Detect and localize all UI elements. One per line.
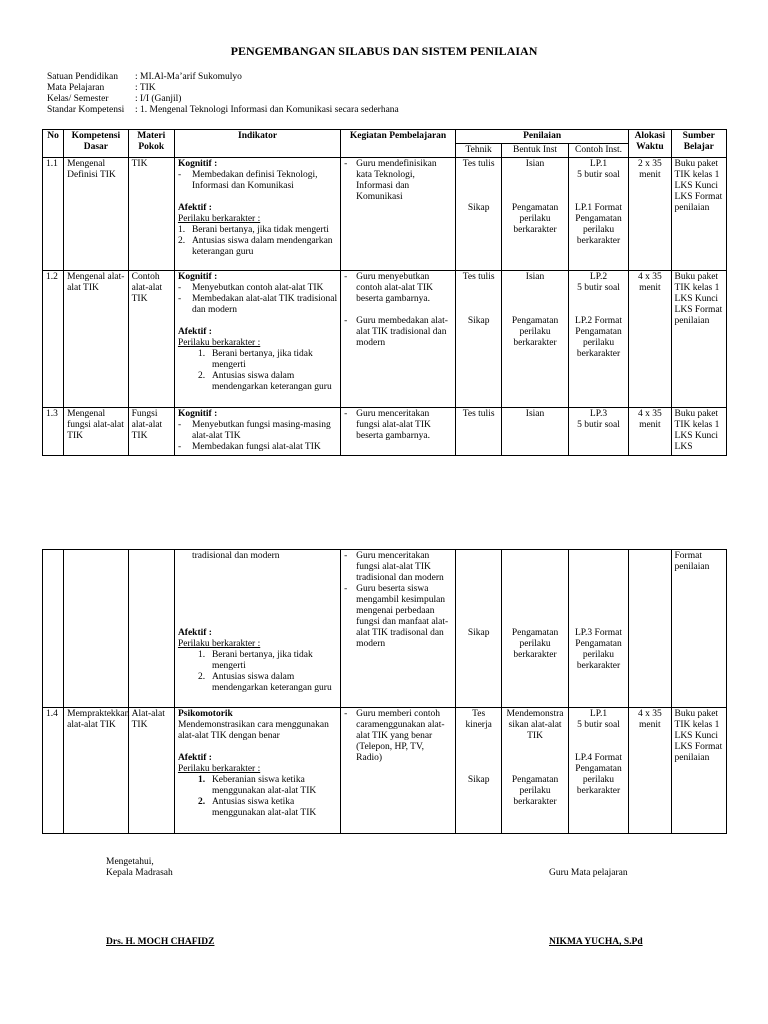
table-row [43,408,727,456]
cell-kd [64,550,128,708]
header-kegiatan: Kegiatan Pembelajaran [341,130,456,158]
cell-indikator [174,550,340,708]
cell-kegiatan [341,708,456,834]
psikomotorik-label: Psikomotorik [177,709,233,719]
kegiatan-list [344,709,452,764]
cell-sumber: Buku paket TIK kelas 1 LKS Kunci LKS Format penilaian [671,158,726,271]
table-row [43,550,727,708]
kepala-madrasah-name: Drs. H. MOCH CHAFIDZ [106,937,215,947]
cell-kegiatan [341,550,456,708]
afektif-label: Afektif : [177,203,212,213]
cell-teknik: Sikap [455,550,501,708]
meta-row-satuan [47,72,399,83]
cell-kegiatan [341,271,456,408]
list-item: - Menyebutkan fungsi masing-masing alat-alat TIK [178,420,337,442]
perilaku-label: Perilaku berkarakter : [177,764,261,774]
kognitif-label: Kognitif : [177,409,218,419]
list-item: - Guru membedakan alat-alat TIK tradisional dan modern [344,316,452,349]
kegiatan-list [344,551,452,650]
indikator-list [178,283,337,316]
cell-teknik: Tes kinerja Sikap [455,708,501,834]
cell-sumber: Buku paket TIK kelas 1 LKS Kunci LKS Format penilaian [671,708,726,834]
cell-materi: TIK [128,158,174,271]
table-header-row [43,130,727,144]
afektif-list [178,349,337,393]
header-no: No [43,130,64,158]
kegiatan-list [344,159,452,203]
cell-bentuk: Isian [502,408,568,456]
meta-value: : 1. Mengenal Teknologi Informasi dan Komunikasi secara sederhana [135,105,399,115]
cell-contoh: LP.3 Format Pengamatan perilaku berkarakter [568,550,628,708]
afektif-label: Afektif : [177,628,212,638]
cell-materi [128,550,174,708]
list-item: 1. Berani bertanya, jika tidak mengerti [197,650,313,671]
meta-value: : TIK [135,83,156,93]
cell-teknik: Tes tulis [455,408,501,456]
list-item: 1. Berani bertanya, jika tidak mengerti [197,349,313,370]
list-item: - Guru mendefinisikan kata Teknologi, Informasi dan Komunikasi [344,159,452,203]
cell-sumber: Buku paket TIK kelas 1 LKS Kunci LKS [671,408,726,456]
signature-right: Guru Mata pelajaran [549,868,628,878]
document-meta [47,72,399,116]
list-item: 2. Antusias siswa dalam mendengarkan keterangan guru [197,371,332,392]
cell-contoh: LP.3 5 butir soal [568,408,628,456]
psikomotorik-text: Mendemonstrasikan cara menggunakan alat-alat TIK dengan benar [177,720,329,741]
kognitif-label: Kognitif : [177,272,218,282]
syllabus-table-continued [42,549,727,834]
list-item: - Menyebutkan contoh alat-alat TIK [178,283,337,294]
kognitif-label: Kognitif : [177,159,218,169]
cell-no: 1.1 [43,158,64,271]
meta-value: : MI.Al-Ma’arif Sukomulyo [135,72,242,82]
perilaku-label: Perilaku berkarakter : [177,639,261,649]
header-alokasi: Alokasi Waktu [629,130,671,158]
cell-kegiatan [341,408,456,456]
guru-name: NIKMA YUCHA, S.Pd [549,937,643,947]
table-row [43,271,727,408]
list-item: - Guru beserta siswa mengambil kesimpulan mengenai perbedaan fungsi dan manfaat alat-alat TIK tradisonal dan modern [344,584,452,650]
meta-label: Standar Kompetensi [47,105,125,115]
indikator-list [178,170,337,192]
cell-kd: Mengenal Definisi TIK [64,158,128,271]
meta-value: : I/I (Ganjil) [135,94,182,104]
header-contoh: Contoh Inst. [568,144,628,158]
cell-bentuk: Pengamatan perilaku berkarakter [502,550,568,708]
cell-materi: Fungsi alat-alat TIK [128,408,174,456]
cell-bentuk: Isian Pengamatan perilaku berkarakter [502,271,568,408]
cell-no: 1.2 [43,271,64,408]
kegiatan-list [344,272,452,349]
cell-kegiatan [341,158,456,271]
afektif-list [178,225,337,258]
list-item: 2. Antusias siswa ketika menggunakan alat-alat TIK [197,797,317,818]
cell-bentuk: Mendemonstrasikan alat-alat TIK Pengamatan perilaku berkarakter [502,708,568,834]
list-item: 1. Berani bertanya, jika tidak mengerti [177,225,329,235]
afektif-label: Afektif : [177,327,212,337]
cell-indikator [174,271,340,408]
cell-indikator [174,158,340,271]
signature-left: Mengetahui, Kepala Madrasah [106,857,173,878]
indikator-list [178,420,337,453]
cell-contoh: LP.2 5 butir soal LP.2 Format Pengamatan perilaku berkarakter [568,271,628,408]
page-title: PENGEMBANGAN SILABUS DAN SISTEM PENILAIAN [230,44,538,58]
meta-row-mapel [47,83,399,94]
cell-teknik: Tes tulis Sikap [455,158,501,271]
cell-materi: Alat-alat TIK [128,708,174,834]
afektif-label: Afektif : [177,753,212,763]
table-row [43,708,727,834]
list-item: - Guru menyebutkan contoh alat-alat TIK beserta gambarnya. [344,272,452,305]
kegiatan-list [344,409,452,442]
meta-row-kelas [47,94,399,105]
cell-alokasi: 4 x 35 menit [629,708,671,834]
afektif-list [178,775,337,819]
cell-sumber: Format penilaian [671,550,726,708]
header-penilaian: Penilaian [455,130,628,144]
cell-alokasi [629,550,671,708]
list-item: 2. Antusias siswa dalam mendengarkan keterangan guru [177,236,333,257]
cell-alokasi: 2 x 35 menit [629,158,671,271]
meta-label: Mata Pelajaran [47,83,105,93]
header-indikator: Indikator [174,130,340,158]
list-item: 1. Keberanian siswa ketika menggunakan alat-alat TIK [197,775,317,796]
cell-bentuk: Isian Pengamatan perilaku berkarakter [502,158,568,271]
header-teknik: Tehnik [455,144,501,158]
afektif-list [178,650,337,694]
list-item: - Membedakan fungsi alat-alat TIK [178,442,337,453]
cell-no: 1.4 [43,708,64,834]
indikator-continued: tradisional dan modern [191,551,280,561]
cell-kd: Mengenal alat-alat TIK [64,271,128,408]
cell-contoh: LP.1 5 butir soal LP.1 Format Pengamatan perilaku berkarakter [568,158,628,271]
cell-no: 1.3 [43,408,64,456]
list-item: - Membedakan definisi Teknologi, Informasi dan Komunikasi [178,170,337,192]
cell-kd: Mempraktekkan alat-alat TIK [64,708,128,834]
cell-indikator [174,408,340,456]
header-bentuk: Bentuk Inst [502,144,568,158]
list-item: 2. Antusias siswa dalam mendengarkan keterangan guru [197,672,332,693]
perilaku-label: Perilaku berkarakter : [177,214,261,224]
header-materi: Materi Pokok [128,130,174,158]
cell-sumber: Buku paket TIK kelas 1 LKS Kunci LKS Format penilaian [671,271,726,408]
list-item: - Guru memberi contoh caramenggunakan alat-alat TIK yang benar (Telepon, HP, TV, Radio) [344,709,452,764]
perilaku-label: Perilaku berkarakter : [177,338,261,348]
meta-row-sk [47,105,399,116]
header-kd: Kompetensi Dasar [64,130,128,158]
table-row [43,158,727,271]
cell-kd: Mengenal fungsi alat-alat TIK [64,408,128,456]
cell-alokasi: 4 x 35 menit [629,408,671,456]
cell-indikator [174,708,340,834]
meta-label: Kelas/ Semester [47,94,109,104]
cell-no [43,550,64,708]
cell-teknik: Tes tulis Sikap [455,271,501,408]
list-item: - Guru menceritakan fungsi alat-alat TIK tradisional dan modern [344,551,452,584]
list-item: - Guru menceritakan fungsi alat-alat TIK beserta gambarnya. [344,409,452,442]
list-item: - Membedakan alat-alat TIK tradisional dan modern [178,294,337,316]
meta-label: Satuan Pendidikan [47,72,118,82]
syllabus-table [42,129,727,456]
cell-materi: Contoh alat-alat TIK [128,271,174,408]
cell-contoh: LP.1 5 butir soal LP.4 Format Pengamatan perilaku berkarakter [568,708,628,834]
cell-alokasi: 4 x 35 menit [629,271,671,408]
header-sumber: Sumber Belajar [671,130,726,158]
